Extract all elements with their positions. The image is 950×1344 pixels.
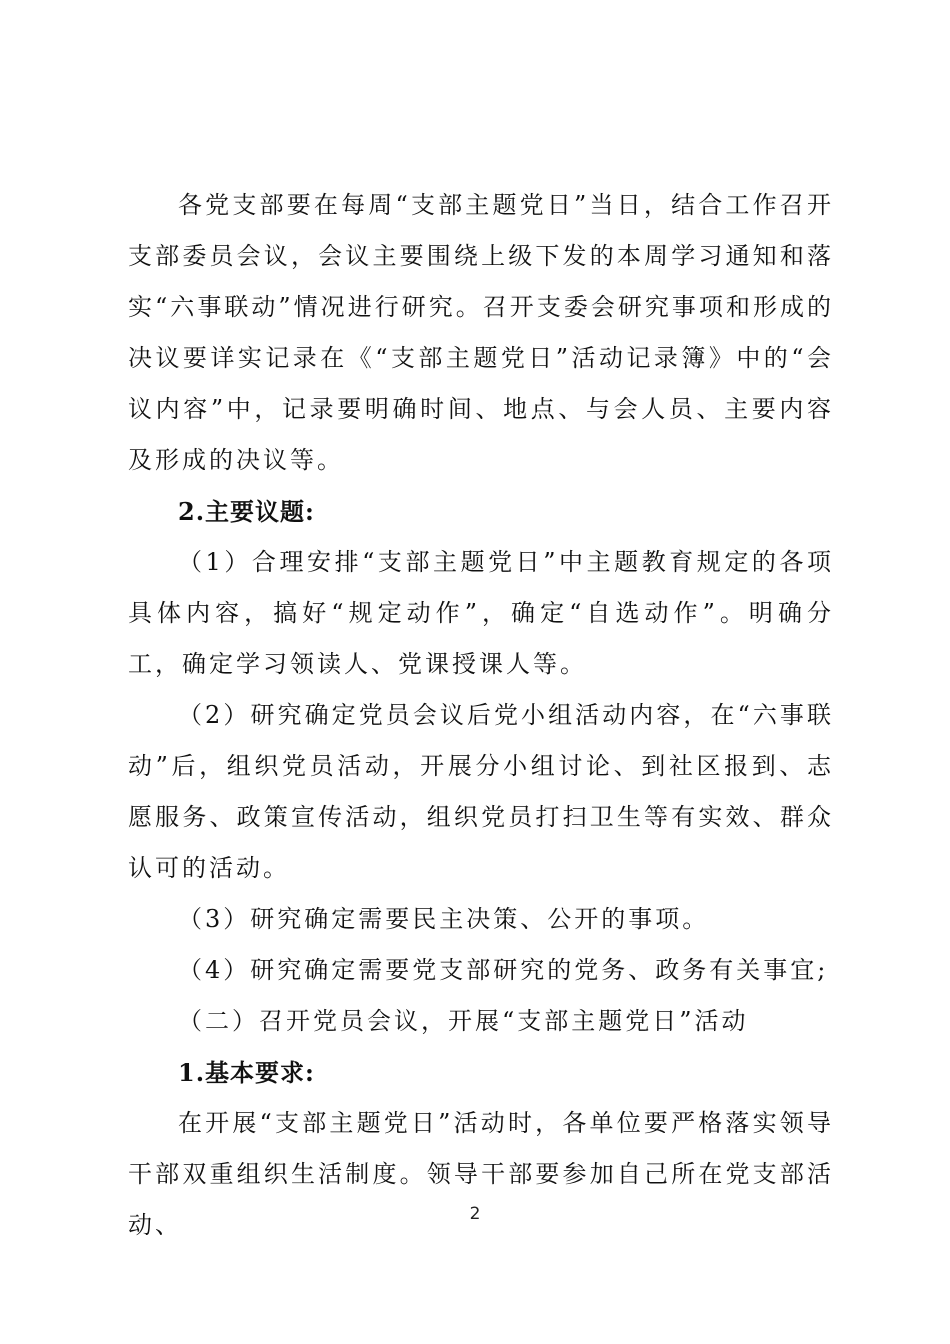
paragraph-topic-1: （1）合理安排“支部主题党日”中主题教育规定的各项具体内容，搞好“规定动作”，确定“自选动作”。明确分工，确定学习领读人、党课授课人等。 bbox=[128, 548, 834, 678]
page-number: 2 bbox=[469, 1204, 481, 1224]
paragraph-topic-2: （2）研究确定党员会议后党小组活动内容，在“六事联动”后，组织党员活动，开展分小组讨论、到社区报到、志愿服务、政策宣传活动，组织党员打扫卫生等有实效、群众认可的活动。 bbox=[128, 701, 834, 882]
heading-main-topics: 2.主要议题: bbox=[178, 497, 315, 526]
paragraph-topic-3: （3）研究确定需要民主决策、公开的事项。 bbox=[178, 905, 710, 933]
document-body bbox=[128, 180, 834, 1251]
paragraph-branch-meeting: 各党支部要在每周“支部主题党日”当日，结合工作召开支部委员会议，会议主要围绕上级下发的本周学习通知和落实“六事联动”情况进行研究。召开支委会研究事项和形成的决议要详实记录在《“支部主题党日”活动记录簿》中的“会议内容”中，记录要明确时间、地点、与会人员、主要内容及形成的决议等。 bbox=[128, 191, 834, 474]
section-heading-party-meeting: （二）召开党员会议，开展“支部主题党日”活动 bbox=[178, 1007, 749, 1035]
paragraph-topic-4: （4）研究确定需要党支部研究的党务、政务有关事宜; bbox=[178, 956, 829, 984]
heading-basic-requirements: 1.基本要求: bbox=[178, 1058, 315, 1087]
paragraph-requirements: 在开展“支部主题党日”活动时，各单位要严格落实领导干部双重组织生活制度。领导干部要参加自己所在党支部活动、 bbox=[128, 1109, 834, 1239]
